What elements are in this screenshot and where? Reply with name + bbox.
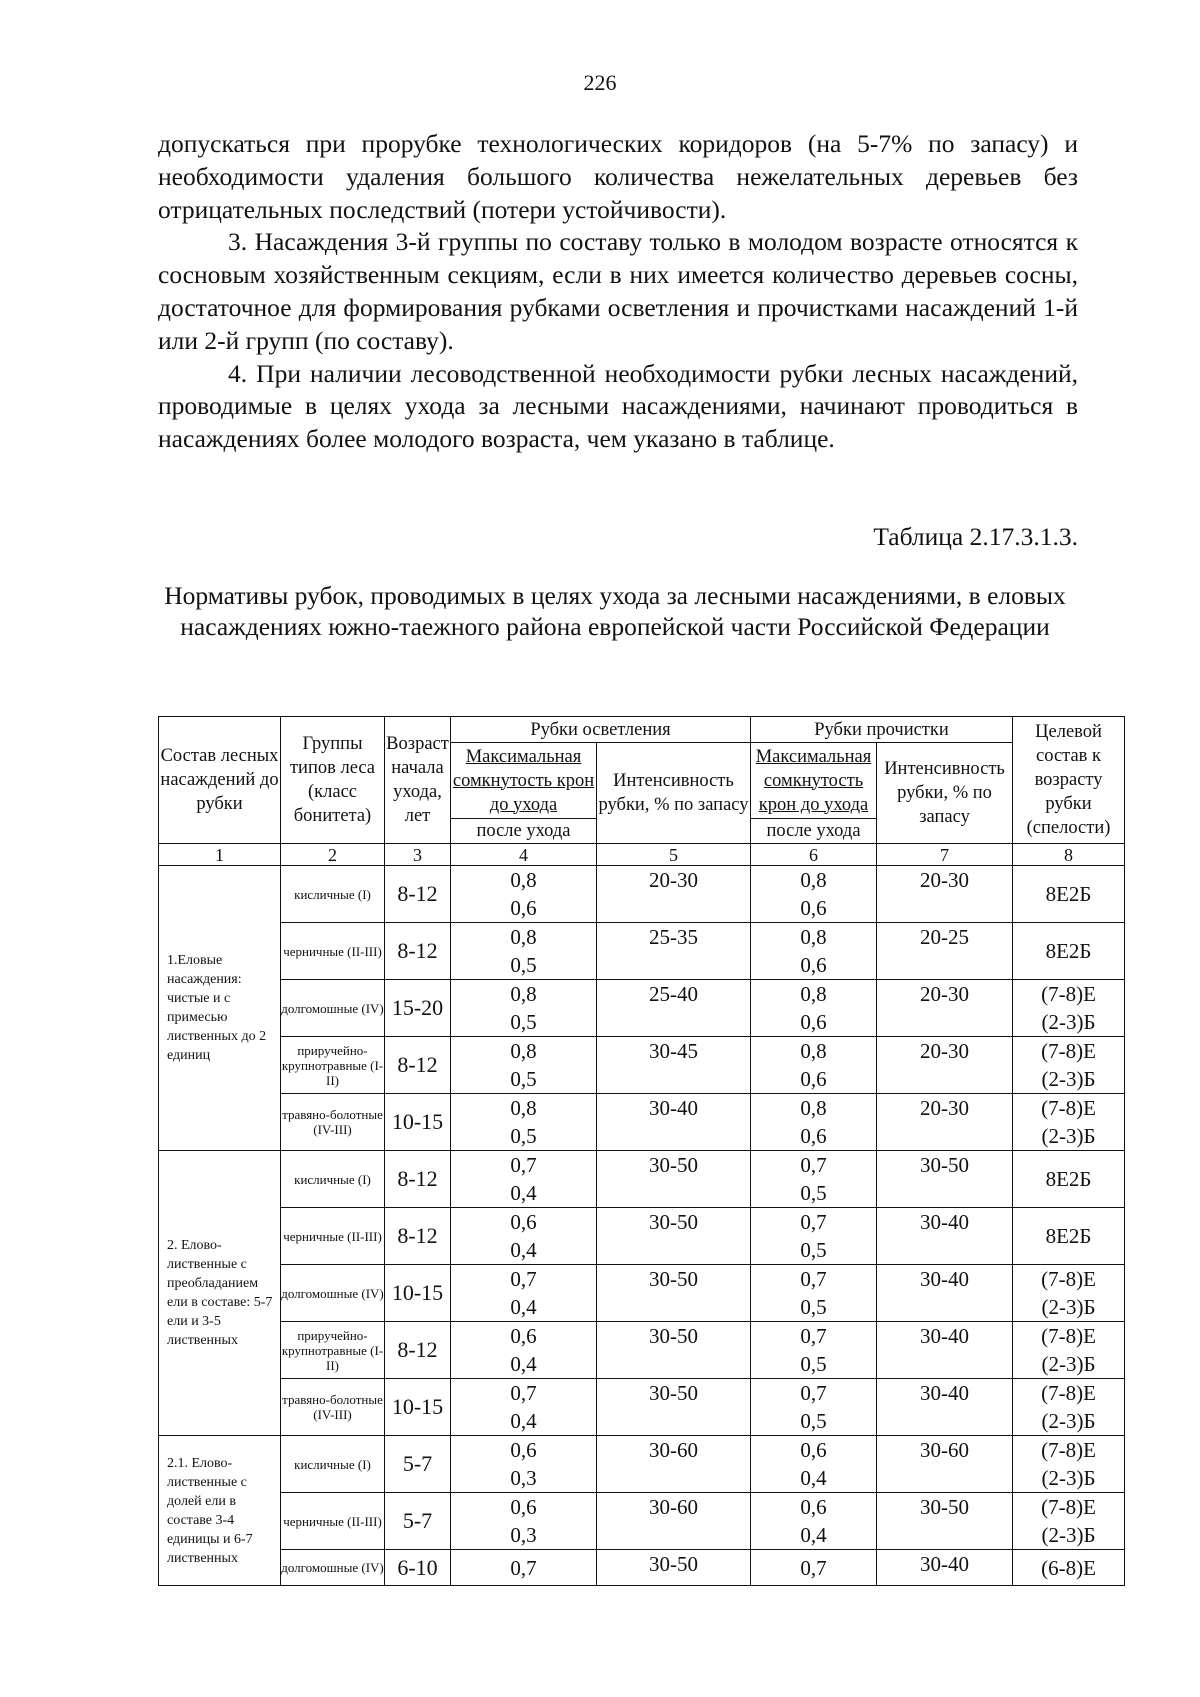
start-age-cell: 15-20 xyxy=(385,980,451,1037)
target-line-1: 8Е2Б xyxy=(1045,1224,1092,1248)
thinning-density-after: 0,6 xyxy=(800,1010,827,1034)
thinning-density-cell xyxy=(751,866,877,923)
start-age-cell: 8-12 xyxy=(385,1208,451,1265)
table-row xyxy=(159,1151,1125,1208)
thinning-density-after: 0,5 xyxy=(800,1295,827,1319)
clearing-density-after: 0,5 xyxy=(510,953,537,977)
table-row xyxy=(159,1550,1125,1586)
clearing-density-after: 0,4 xyxy=(510,1409,537,1433)
clearing-intensity-cell: 20-30 xyxy=(597,866,751,923)
forest-type-cell: черничные (II-III) xyxy=(281,923,385,980)
header-clearing-after: после ухода xyxy=(451,819,597,844)
thinning-density-before: 0,6 xyxy=(800,1495,827,1519)
thinning-density-before: 0,7 xyxy=(800,1267,827,1291)
table-row xyxy=(159,1265,1125,1322)
paragraph-2: 3. Насаждения 3-й группы по составу только в молодом возрасте относятся к сосновым хозяйственным секциям, если в них имеется количество деревьев сосны, достаточное для формирования рубками осветления и прочистками насаждений 1-й или 2-й групп (по составу). xyxy=(158,227,1078,355)
clearing-density-cell xyxy=(451,1550,597,1586)
target-line-1: 8Е2Б xyxy=(1045,939,1092,963)
start-age-cell: 8-12 xyxy=(385,1151,451,1208)
column-number: 8 xyxy=(1013,844,1125,866)
thinning-intensity-cell: 20-30 xyxy=(877,866,1013,923)
thinning-density-cell xyxy=(751,980,877,1037)
clearing-density-after: 0,5 xyxy=(510,1010,537,1034)
thinning-density-before: 0,8 xyxy=(800,982,827,1006)
clearing-density-cell xyxy=(451,1265,597,1322)
table-row xyxy=(159,1379,1125,1436)
target-line-1: (7-8)Е xyxy=(1041,1495,1096,1519)
clearing-density-before: 0,7 xyxy=(510,1381,537,1405)
target-composition-cell xyxy=(1013,1094,1125,1151)
paragraph-1: допускаться при прорубке технологических коридоров (на 5-7% по запасу) и необходимости удаления большого количества нежелательных деревьев без отрицательных последствий (потери устойчивости). xyxy=(158,129,1078,224)
start-age-cell: 8-12 xyxy=(385,866,451,923)
start-age-cell: 10-15 xyxy=(385,1265,451,1322)
thinning-density-cell xyxy=(751,1037,877,1094)
composition-cell: 1.Еловые насаждения: чистые и с примесью лиственных до 2 единиц xyxy=(159,866,281,1151)
clearing-density-after: 0,6 xyxy=(510,896,537,920)
clearing-density-cell xyxy=(451,923,597,980)
column-number: 6 xyxy=(751,844,877,866)
thinning-density-after: 0,6 xyxy=(800,1067,827,1091)
target-line-2: (2-3)Б xyxy=(1041,1409,1096,1433)
clearing-intensity-cell: 30-60 xyxy=(597,1493,751,1550)
clearing-density-cell xyxy=(451,1094,597,1151)
clearing-density-cell xyxy=(451,1208,597,1265)
clearing-density-after: 0,3 xyxy=(510,1466,537,1490)
column-number: 5 xyxy=(597,844,751,866)
thinning-density-cell xyxy=(751,1493,877,1550)
thinning-density-before: 0,7 xyxy=(800,1153,827,1177)
clearing-density-before: 0,6 xyxy=(510,1324,537,1348)
clearing-density-cell xyxy=(451,1493,597,1550)
clearing-density-before: 0,6 xyxy=(510,1210,537,1234)
target-composition-cell xyxy=(1013,1493,1125,1550)
target-composition-cell xyxy=(1013,1550,1125,1586)
column-number: 3 xyxy=(385,844,451,866)
forest-type-cell: черничные (II-III) xyxy=(281,1208,385,1265)
table-row xyxy=(159,1094,1125,1151)
thinning-density-before: 0,8 xyxy=(800,868,827,892)
table-row xyxy=(159,923,1125,980)
table-row xyxy=(159,866,1125,923)
thinning-intensity-cell: 20-30 xyxy=(877,1094,1013,1151)
target-line-2: (2-3)Б xyxy=(1041,1067,1096,1091)
target-line-2: (2-3)Б xyxy=(1041,1352,1096,1376)
clearing-density-before: 0,7 xyxy=(510,1555,537,1580)
clearing-intensity-cell: 30-50 xyxy=(597,1379,751,1436)
target-composition-cell xyxy=(1013,923,1125,980)
start-age-cell: 6-10 xyxy=(385,1550,451,1586)
page-number: 226 xyxy=(583,70,617,95)
header-clearing: Рубки осветления xyxy=(451,717,751,743)
thinning-intensity-cell: 30-50 xyxy=(877,1151,1013,1208)
column-number: 1 xyxy=(159,844,281,866)
target-composition-cell xyxy=(1013,1265,1125,1322)
column-number: 7 xyxy=(877,844,1013,866)
thinning-intensity-cell: 20-25 xyxy=(877,923,1013,980)
header-forest-type: Группы типов леса (класс бонитета) xyxy=(281,717,385,844)
forest-type-cell: черничные (II-III) xyxy=(281,1493,385,1550)
thinning-density-after: 0,5 xyxy=(800,1181,827,1205)
thinning-intensity-cell: 30-40 xyxy=(877,1550,1013,1586)
thinning-density-cell xyxy=(751,1208,877,1265)
target-line-1: (7-8)Е xyxy=(1041,1438,1096,1462)
target-line-1: (7-8)Е xyxy=(1041,1381,1096,1405)
clearing-density-cell xyxy=(451,1037,597,1094)
start-age-cell: 8-12 xyxy=(385,923,451,980)
target-composition-cell xyxy=(1013,1322,1125,1379)
thinning-intensity-cell: 20-30 xyxy=(877,1037,1013,1094)
clearing-intensity-cell: 25-35 xyxy=(597,923,751,980)
clearing-density-cell xyxy=(451,1151,597,1208)
start-age-cell: 5-7 xyxy=(385,1436,451,1493)
forest-type-cell: кисличные (I) xyxy=(281,1151,385,1208)
thinning-density-before: 0,7 xyxy=(800,1210,827,1234)
header-clearing-density: Максимальная сомкнутость крон до ухода xyxy=(451,743,597,819)
thinning-intensity-cell: 30-60 xyxy=(877,1436,1013,1493)
composition-cell: 2.1. Елово-лиственные с долей ели в составе 3-4 единицы и 6-7 лиственных xyxy=(159,1436,281,1586)
thinning-density-after: 0,5 xyxy=(800,1238,827,1262)
target-line-2: (2-3)Б xyxy=(1041,1010,1096,1034)
start-age-cell: 5-7 xyxy=(385,1493,451,1550)
target-line-2: (2-3)Б xyxy=(1041,1466,1096,1490)
thinning-density-before: 0,6 xyxy=(800,1438,827,1462)
forest-type-cell: кисличные (I) xyxy=(281,866,385,923)
clearing-density-before: 0,8 xyxy=(510,982,537,1006)
forest-type-cell: долгомошные (IV) xyxy=(281,1550,385,1586)
start-age-cell: 10-15 xyxy=(385,1094,451,1151)
clearing-density-before: 0,8 xyxy=(510,925,537,949)
thinning-intensity-cell: 30-40 xyxy=(877,1379,1013,1436)
target-line-1: (7-8)Е xyxy=(1041,982,1096,1006)
clearing-density-cell xyxy=(451,1322,597,1379)
header-thinning-intensity: Интенсивность рубки, % по запасу xyxy=(877,743,1013,844)
clearing-density-cell xyxy=(451,1379,597,1436)
clearing-intensity-cell: 30-45 xyxy=(597,1037,751,1094)
clearing-intensity-cell: 30-40 xyxy=(597,1094,751,1151)
start-age-cell: 10-15 xyxy=(385,1379,451,1436)
header-start-age: Возраст начала ухода, лет xyxy=(385,717,451,844)
clearing-density-after: 0,4 xyxy=(510,1181,537,1205)
target-composition-cell xyxy=(1013,1037,1125,1094)
clearing-density-cell xyxy=(451,1436,597,1493)
clearing-intensity-cell: 30-50 xyxy=(597,1151,751,1208)
table-label: Таблица 2.17.3.1.3. xyxy=(873,522,1078,551)
thinning-intensity-cell: 30-40 xyxy=(877,1208,1013,1265)
clearing-density-after: 0,4 xyxy=(510,1238,537,1262)
target-composition-cell xyxy=(1013,866,1125,923)
clearing-intensity-cell: 30-50 xyxy=(597,1265,751,1322)
clearing-density-before: 0,6 xyxy=(510,1495,537,1519)
clearing-density-before: 0,7 xyxy=(510,1153,537,1177)
thinning-density-cell xyxy=(751,1322,877,1379)
table-row xyxy=(159,1493,1125,1550)
clearing-density-cell xyxy=(451,980,597,1037)
target-line-1: (6-8)Е xyxy=(1041,1555,1096,1580)
thinning-intensity-cell: 20-30 xyxy=(877,980,1013,1037)
thinning-density-cell xyxy=(751,1436,877,1493)
thinning-density-after: 0,5 xyxy=(800,1409,827,1433)
thinning-density-after: 0,4 xyxy=(800,1466,827,1490)
start-age-cell: 8-12 xyxy=(385,1322,451,1379)
thinning-density-before: 0,7 xyxy=(800,1324,827,1348)
body-text xyxy=(158,128,1078,456)
header-clearing-intensity: Интенсивность рубки, % по запасу xyxy=(597,743,751,844)
target-line-1: (7-8)Е xyxy=(1041,1039,1096,1063)
forest-type-cell: травяно-болотные (IV-III) xyxy=(281,1379,385,1436)
thinning-density-after: 0,5 xyxy=(800,1352,827,1376)
thinning-density-before: 0,8 xyxy=(800,1039,827,1063)
thinning-intensity-cell: 30-40 xyxy=(877,1322,1013,1379)
forest-type-cell: кисличные (I) xyxy=(281,1436,385,1493)
header-target: Целевой состав к возрасту рубки (спелости) xyxy=(1013,717,1125,844)
table-row xyxy=(159,1436,1125,1493)
target-line-1: 8Е2Б xyxy=(1045,882,1092,906)
clearing-density-after: 0,5 xyxy=(510,1067,537,1091)
header-thinning-density: Максимальная сомкнутость крон до ухода xyxy=(751,743,877,819)
clearing-intensity-cell: 25-40 xyxy=(597,980,751,1037)
clearing-density-before: 0,8 xyxy=(510,868,537,892)
table-row xyxy=(159,1037,1125,1094)
clearing-intensity-cell: 30-50 xyxy=(597,1322,751,1379)
target-line-1: (7-8)Е xyxy=(1041,1096,1096,1120)
clearing-intensity-cell: 30-50 xyxy=(597,1208,751,1265)
clearing-density-after: 0,5 xyxy=(510,1124,537,1148)
table-row xyxy=(159,980,1125,1037)
thinning-density-before: 0,8 xyxy=(800,925,827,949)
thinning-density-cell xyxy=(751,1151,877,1208)
thinning-intensity-cell: 30-50 xyxy=(877,1493,1013,1550)
target-composition-cell xyxy=(1013,1379,1125,1436)
start-age-cell: 8-12 xyxy=(385,1037,451,1094)
column-number: 4 xyxy=(451,844,597,866)
table-row xyxy=(159,1322,1125,1379)
clearing-density-before: 0,8 xyxy=(510,1039,537,1063)
column-number: 2 xyxy=(281,844,385,866)
thinning-density-before: 0,7 xyxy=(800,1555,827,1580)
paragraph-3: 4. При наличии лесоводственной необходимости рубки лесных насаждений, проводимые в целях ухода за лесными насаждениями, начинают проводиться в насаждениях более молодого возраста, чем указано в таблице. xyxy=(158,358,1078,454)
thinning-density-cell xyxy=(751,923,877,980)
forest-type-cell: приручейно-крупнотравные (I-II) xyxy=(281,1037,385,1094)
target-line-2: (2-3)Б xyxy=(1041,1295,1096,1319)
clearing-density-cell xyxy=(451,866,597,923)
thinning-density-before: 0,7 xyxy=(800,1381,827,1405)
thinning-density-after: 0,6 xyxy=(800,1124,827,1148)
thinning-intensity-cell: 30-40 xyxy=(877,1265,1013,1322)
target-composition-cell xyxy=(1013,1151,1125,1208)
target-line-1: 8Е2Б xyxy=(1045,1167,1092,1191)
norms-table xyxy=(158,716,1125,1586)
target-composition-cell xyxy=(1013,1436,1125,1493)
clearing-density-before: 0,6 xyxy=(510,1438,537,1462)
clearing-density-after: 0,4 xyxy=(510,1295,537,1319)
header-thinning: Рубки прочистки xyxy=(751,717,1013,743)
table-row xyxy=(159,1208,1125,1265)
target-composition-cell xyxy=(1013,1208,1125,1265)
thinning-density-after: 0,6 xyxy=(800,896,827,920)
clearing-density-after: 0,3 xyxy=(510,1523,537,1547)
clearing-density-before: 0,7 xyxy=(510,1267,537,1291)
table-title: Нормативы рубок, проводимых в целях ухода за лесными насаждениями, в еловых насаждениях южно-таежного района европейской части Российской Федерации xyxy=(164,581,1066,641)
clearing-intensity-cell: 30-50 xyxy=(597,1550,751,1586)
target-line-2: (2-3)Б xyxy=(1041,1124,1096,1148)
clearing-intensity-cell: 30-60 xyxy=(597,1436,751,1493)
thinning-density-cell xyxy=(751,1550,877,1586)
header-composition: Состав лесных насаждений до рубки xyxy=(159,717,281,844)
thinning-density-cell xyxy=(751,1265,877,1322)
forest-type-cell: долгомошные (IV) xyxy=(281,1265,385,1322)
thinning-density-cell xyxy=(751,1094,877,1151)
forest-type-cell: приручейно-крупнотравные (I-II) xyxy=(281,1322,385,1379)
clearing-density-after: 0,4 xyxy=(510,1352,537,1376)
forest-type-cell: травяно-болотные (IV-III) xyxy=(281,1094,385,1151)
target-line-1: (7-8)Е xyxy=(1041,1267,1096,1291)
thinning-density-cell xyxy=(751,1379,877,1436)
clearing-density-before: 0,8 xyxy=(510,1096,537,1120)
target-line-2: (2-3)Б xyxy=(1041,1523,1096,1547)
target-composition-cell xyxy=(1013,980,1125,1037)
thinning-density-before: 0,8 xyxy=(800,1096,827,1120)
thinning-density-after: 0,6 xyxy=(800,953,827,977)
composition-cell: 2. Елово-лиственные с преобладанием ели в составе: 5-7 ели и 3-5 лиственных xyxy=(159,1151,281,1436)
header-thinning-after: после ухода xyxy=(751,819,877,844)
target-line-1: (7-8)Е xyxy=(1041,1324,1096,1348)
forest-type-cell: долгомошные (IV) xyxy=(281,980,385,1037)
thinning-density-after: 0,4 xyxy=(800,1523,827,1547)
